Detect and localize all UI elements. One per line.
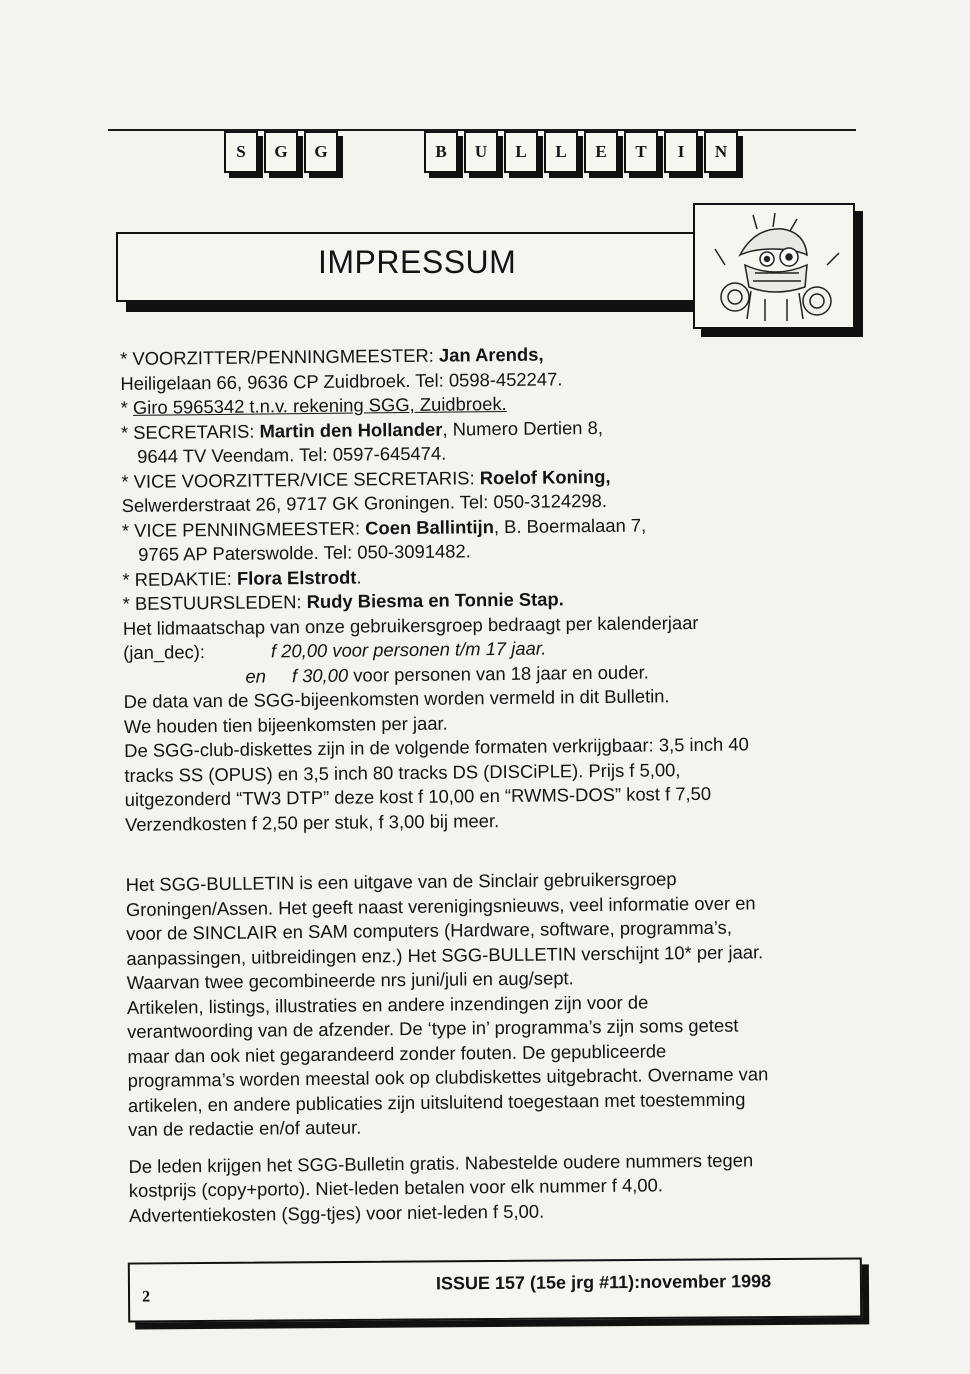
letter-box: E bbox=[584, 131, 618, 173]
chair-address: Heiligelaan 66, 9636 CP Zuidbroek. Tel: 0598-452247. bbox=[120, 367, 563, 394]
pricing-line: Advertentiekosten (Sgg-tjes) voor niet-leden f 5,00. bbox=[128, 1200, 545, 1226]
about-line: Groningen/Assen. Het geeft naast verenigingsnieuws, veel informatie over en bbox=[125, 891, 756, 920]
pricing-line: De leden krijgen het SGG-Bulletin gratis. Nabestelde oudere nummers tegen bbox=[128, 1148, 754, 1177]
title-box bbox=[116, 232, 698, 302]
page-title: IMPRESSUM bbox=[318, 244, 517, 280]
meetings-line: De data van de SGG-bijeenkomsten worden vermeld in dit Bulletin. bbox=[123, 685, 670, 712]
vice-treasurer-line: * VICE PENNINGMEESTER: Coen Ballintijn, B. Boermalaan 7, bbox=[121, 514, 647, 541]
giro-line: * Giro 5965342 t.n.v. rekening SGG, Zuidbroek. bbox=[120, 392, 507, 418]
diskettes-line: Verzendkosten f 2,50 per stuk, f 3,00 bij meer. bbox=[124, 809, 500, 835]
vice-address: Selwerderstraat 26, 9717 GK Groningen. Tel: 050-3124298. bbox=[121, 489, 608, 516]
letter-box: N bbox=[704, 131, 738, 173]
about-line: Het SGG-BULLETIN is een uitgave van de Sinclair gebruikersgroep bbox=[125, 868, 677, 895]
editor-line: * REDAKTIE: Flora Elstrodt. bbox=[122, 565, 362, 590]
about-line: Waarvan twee gecombineerde nrs juni/juli en aug/sept. bbox=[126, 967, 574, 993]
letter-box: L bbox=[544, 131, 578, 173]
letter-box: U bbox=[464, 131, 498, 173]
about-line: maar dan ook niet gegarandeerd zonder fouten. De gepubliceerde bbox=[127, 1039, 667, 1067]
sgg-letter-boxes bbox=[224, 131, 344, 173]
letter-box: G bbox=[264, 131, 298, 173]
about-line: voor de SINCLAIR en SAM computers (Hardware, software, programma’s, bbox=[126, 916, 732, 944]
page-number: 2 bbox=[141, 1288, 151, 1306]
letter-box: I bbox=[664, 131, 698, 173]
membership-young: (jan_dec): f 20,00 voor personen t/m 17 jaar. bbox=[123, 637, 547, 663]
footer-box bbox=[128, 1257, 862, 1322]
issue-label: ISSUE 157 (15e jrg #11):november 1998 bbox=[435, 1271, 772, 1294]
about-line: aanpassingen, uitbreidingen enz.) Het SGG-BULLETIN verschijnt 10* per jaar. bbox=[126, 940, 764, 969]
pricing-line: kostprijs (copy+porto). Niet-leden betalen voor elk nummer f 4,00. bbox=[128, 1174, 664, 1201]
membership-adult: en f 30,00 voor personen van 18 jaar en ouder. bbox=[245, 660, 649, 687]
letter-box: T bbox=[624, 131, 658, 173]
impressum-body bbox=[120, 339, 879, 1228]
meetings-line: We houden tien bijeenkomsten per jaar. bbox=[123, 712, 448, 737]
about-line: Artikelen, listings, illustraties en andere inzendingen zijn voor de bbox=[126, 991, 649, 1018]
board-line: * BESTUURSLEDEN: Rudy Biesma en Tonnie Stap. bbox=[122, 588, 564, 614]
letter-box: S bbox=[224, 131, 258, 173]
diskettes-line: De SGG-club-diskettes zijn in de volgende formaten verkrijgbaar: 3,5 inch 40 bbox=[124, 733, 749, 761]
letter-box: G bbox=[304, 131, 338, 173]
about-line: verantwoording van de afzender. De ‘type in’ programma’s zijn soms getest bbox=[127, 1014, 739, 1042]
diskettes-line: tracks SS (OPUS) en 3,5 inch 80 tracks DS (DISCiPLE). Prijs f 5,00, bbox=[124, 758, 681, 786]
chair-line: * VOORZITTER/PENNINGMEESTER: Jan Arends, bbox=[120, 343, 544, 369]
about-line: programma’s worden meestal ook op clubdiskettes uitgebracht. Overname van bbox=[127, 1063, 769, 1091]
letter-box: L bbox=[504, 131, 538, 173]
membership-intro: Het lidmaatschap van onze gebruikersgroep bedraagt per kalenderjaar bbox=[122, 611, 699, 639]
letter-box: B bbox=[424, 131, 458, 173]
vice-line: * VICE VOORZITTER/VICE SECRETARIS: Roelof Koning, bbox=[121, 465, 611, 492]
secretary-city: 9644 TV Veendam. Tel: 0597-645474. bbox=[137, 442, 447, 467]
bulletin-letter-boxes bbox=[424, 131, 744, 173]
about-line: van de redactie en/of auteur. bbox=[128, 1116, 362, 1140]
vice-treasurer-city: 9765 AP Paterswolde. Tel: 050-3091482. bbox=[138, 540, 471, 565]
secretary-line: * SECRETARIS: Martin den Hollander, Numero Dertien 8, bbox=[120, 416, 604, 443]
diskettes-line: uitgezonderd “TW3 DTP” deze kost f 10,00 en “RWMS-DOS” kost f 7,50 bbox=[124, 782, 712, 810]
robot-mascot-icon bbox=[693, 203, 855, 329]
about-line: artikelen, en andere publicaties zijn uitsluitend toegestaan met toestemming bbox=[127, 1087, 746, 1116]
